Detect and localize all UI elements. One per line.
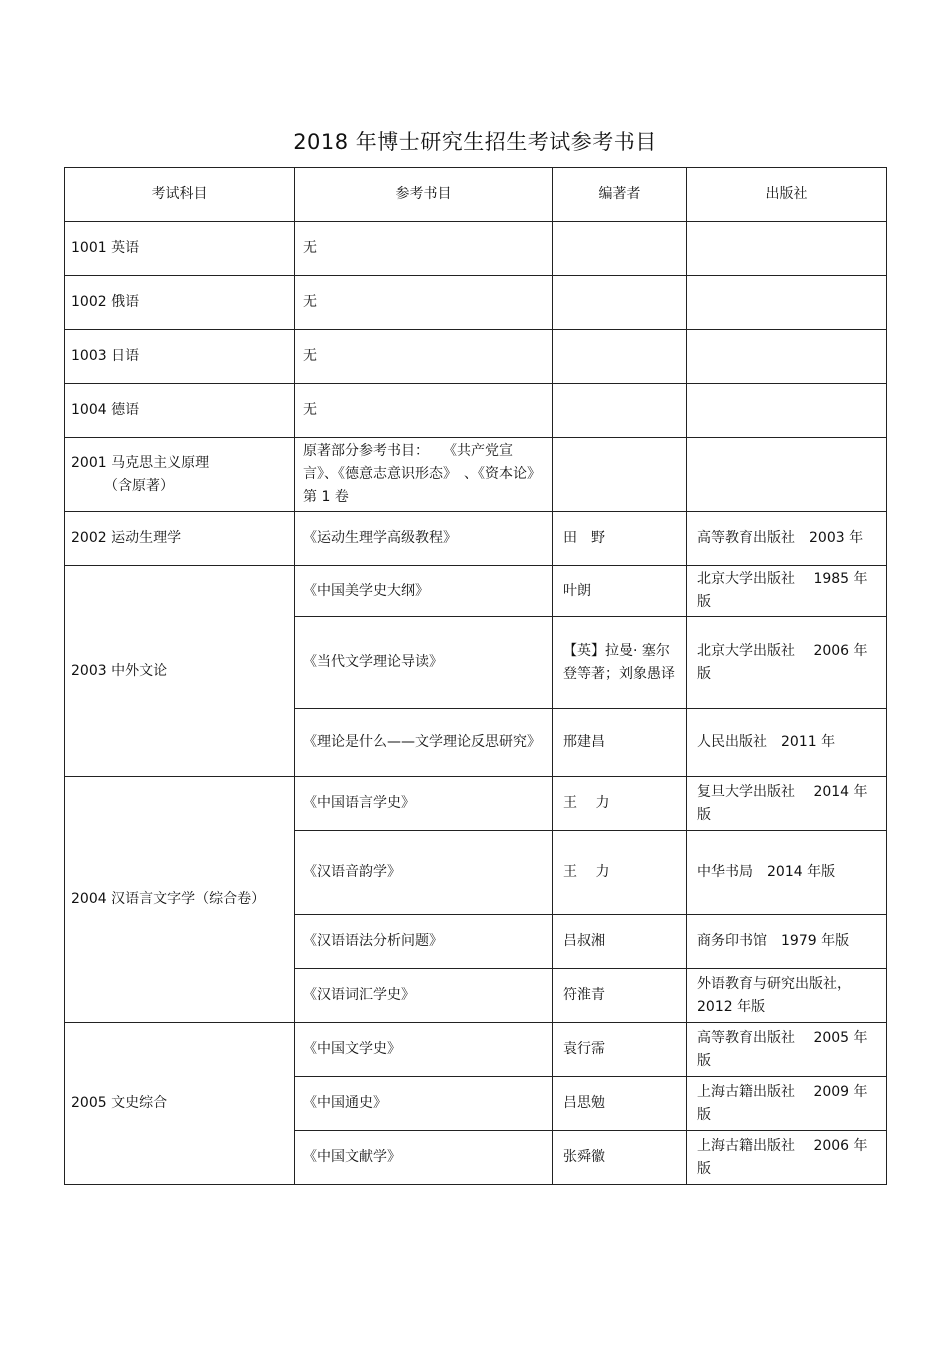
publisher-cell: 上海古籍出版社 2006 年版 [687,1131,887,1185]
table-row [65,330,887,384]
book-cell: 《中国美学史大纲》 [295,566,553,617]
subject-cell [65,438,295,512]
book-cell: 《中国文献学》 [295,1131,553,1185]
table-row [65,438,887,512]
author-cell [553,438,687,512]
publisher-cell: 北京大学出版社 1985 年版 [687,566,887,617]
subject-cell: 1004 德语 [65,384,295,438]
header-author: 编著者 [553,168,687,222]
author-cell: 邢建昌 [553,709,687,777]
publisher-cell: 复旦大学出版社 2014 年版 [687,777,887,831]
book-cell: 《中国语言学史》 [295,777,553,831]
subject-cell: 1001 英语 [65,222,295,276]
book-cell: 无 [295,222,553,276]
author-cell: 王 力 [553,777,687,831]
book-cell: 《中国通史》 [295,1077,553,1131]
author-cell: 张舜徽 [553,1131,687,1185]
book-cell: 无 [295,384,553,438]
author-cell: 【英】拉曼· 塞尔登等著；刘象愚译 [553,617,687,709]
subject-cell: 2003 中外文论 [65,566,295,777]
author-cell: 袁行霈 [553,1023,687,1077]
table-row [65,276,887,330]
subject-cell: 1002 俄语 [65,276,295,330]
book-cell: 无 [295,330,553,384]
header-book: 参考书目 [295,168,553,222]
publisher-cell [687,276,887,330]
author-cell [553,384,687,438]
header-publisher: 出版社 [687,168,887,222]
author-cell: 叶朗 [553,566,687,617]
author-cell [553,276,687,330]
book-cell: 《汉语音韵学》 [295,831,553,915]
table-row [65,222,887,276]
publisher-cell: 高等教育出版社 2005 年版 [687,1023,887,1077]
publisher-cell: 中华书局 2014 年版 [687,831,887,915]
table-row [65,566,887,617]
subject-note: （含原著） [104,477,174,494]
book-cell: 无 [295,276,553,330]
book-cell: 《当代文学理论导读》 [295,617,553,709]
author-cell [553,222,687,276]
author-cell: 田 野 [553,512,687,566]
publisher-cell: 高等教育出版社 2003 年 [687,512,887,566]
publisher-cell: 上海古籍出版社 2009 年版 [687,1077,887,1131]
header-subject: 考试科目 [65,168,295,222]
book-cell: 原著部分参考书目： 《共产党宣言》、《德意志意识形态》 、《资本论》第 1 卷 [295,438,553,512]
publisher-cell: 人民出版社 2011 年 [687,709,887,777]
subject-cell: 2004 汉语言文字学（综合卷） [65,777,295,1023]
author-cell [553,330,687,384]
table-row [65,1023,887,1077]
publisher-cell [687,438,887,512]
book-cell: 《运动生理学高级教程》 [295,512,553,566]
subject-cell: 2005 文史综合 [65,1023,295,1185]
publisher-cell: 外语教育与研究出版社，2012 年版 [687,969,887,1023]
book-cell: 《汉语语法分析问题》 [295,915,553,969]
subject-cell: 2002 运动生理学 [65,512,295,566]
subject-name: 2001 马克思主义原理 [71,454,210,471]
book-cell: 《中国文学史》 [295,1023,553,1077]
publisher-cell: 北京大学出版社 2006 年版 [687,617,887,709]
table-row [65,384,887,438]
publisher-cell [687,330,887,384]
page-title: 2018 年博士研究生招生考试参考书目 [293,130,657,154]
table-row [65,512,887,566]
author-cell: 吕思勉 [553,1077,687,1131]
publisher-cell [687,384,887,438]
book-cell: 《汉语词汇学史》 [295,969,553,1023]
publisher-cell [687,222,887,276]
author-cell: 符淮青 [553,969,687,1023]
publisher-cell: 商务印书馆 1979 年版 [687,915,887,969]
reference-table [64,167,887,1185]
subject-cell: 1003 日语 [65,330,295,384]
author-cell: 王 力 [553,831,687,915]
book-cell: 《理论是什么——文学理论反思研究》 [295,709,553,777]
table-row [65,777,887,831]
author-cell: 吕叔湘 [553,915,687,969]
header-row [65,168,887,222]
